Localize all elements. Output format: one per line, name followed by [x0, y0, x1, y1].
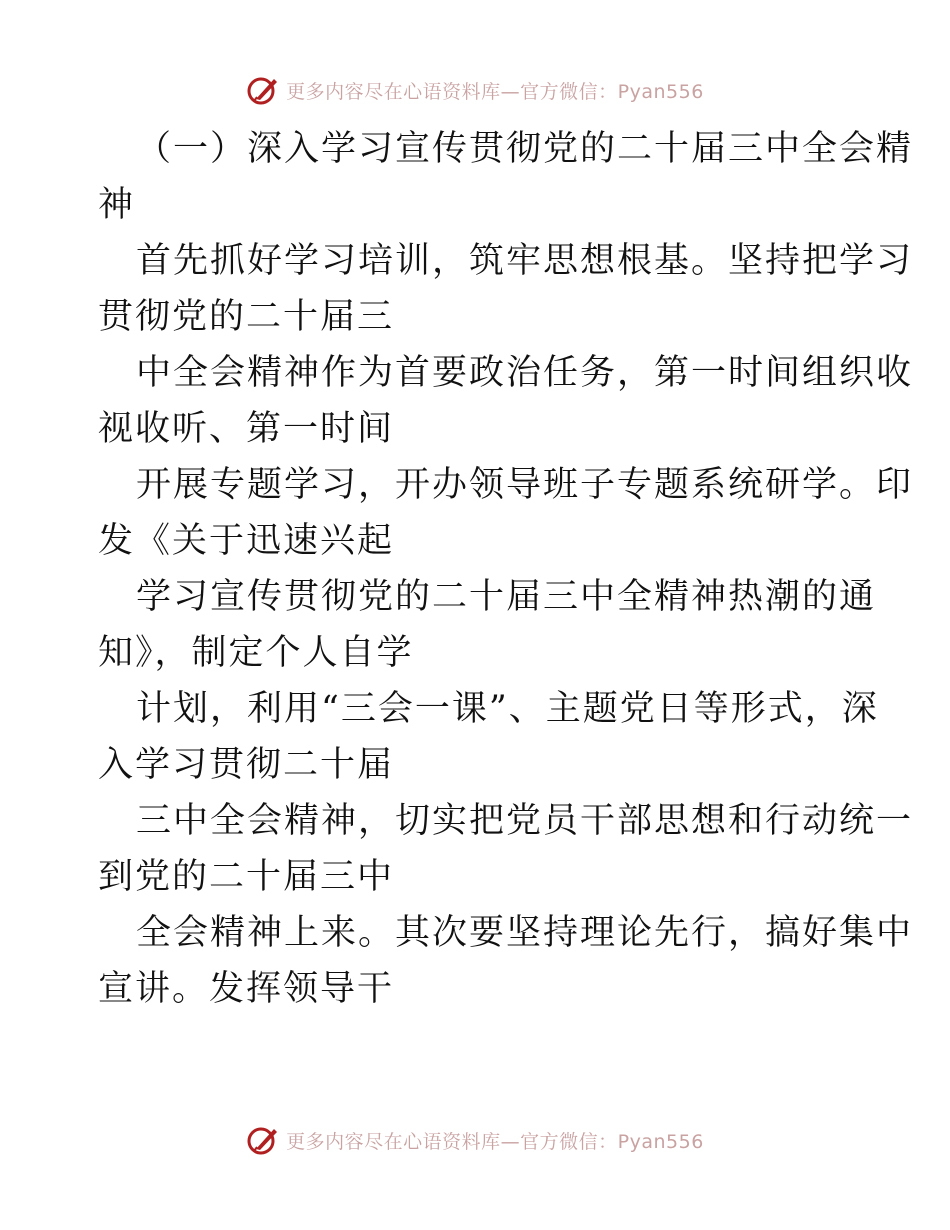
- text-line-13: 三中全会精神，切实把党员干部思想和行动统一: [136, 801, 914, 841]
- text-line-5: 中全会精神作为首要政治任务，第一时间组织收: [136, 353, 914, 393]
- footer-watermark: [0, 1120, 950, 1160]
- footer-watermark-text: 更多内容尽在心语资料库—官方微信：Pyan556: [286, 1130, 704, 1153]
- text-line-15: 全会精神上来。其次要坚持理论先行，搞好集中: [136, 913, 914, 953]
- quill-pen-circle-icon: [246, 1123, 280, 1157]
- text-line-16: 宣讲。发挥领导干: [98, 969, 395, 1009]
- text-line-12: 入学习贯彻二十届: [98, 745, 395, 785]
- text-line-9: 学习宣传贯彻党的二十届三中全精神热潮的通: [136, 577, 877, 617]
- text-line-1: （一）深入学习宣传贯彻党的二十届三中全会精: [136, 129, 914, 169]
- text-line-2: 神: [98, 185, 136, 225]
- header-watermark-text: 更多内容尽在心语资料库—官方微信：Pyan556: [286, 80, 704, 103]
- header-watermark: [0, 70, 950, 110]
- text-line-4: 贯彻党的二十届三: [98, 297, 395, 337]
- text-line-8: 发《关于迅速兴起: [98, 521, 395, 561]
- text-line-7: 开展专题学习，开办领导班子专题系统研学。印: [136, 465, 914, 505]
- text-line-10: 知》，制定个人自学: [98, 633, 414, 673]
- text-line-14: 到党的二十届三中: [98, 857, 395, 897]
- document-body: [98, 121, 914, 1017]
- quill-pen-circle-icon: [246, 73, 280, 107]
- text-line-6: 视收听、第一时间: [98, 409, 395, 449]
- text-line-11: 计划，利用“三会一课”、主题党日等形式，深: [136, 689, 879, 729]
- text-line-3: 首先抓好学习培训，筑牢思想根基。坚持把学习: [136, 241, 914, 281]
